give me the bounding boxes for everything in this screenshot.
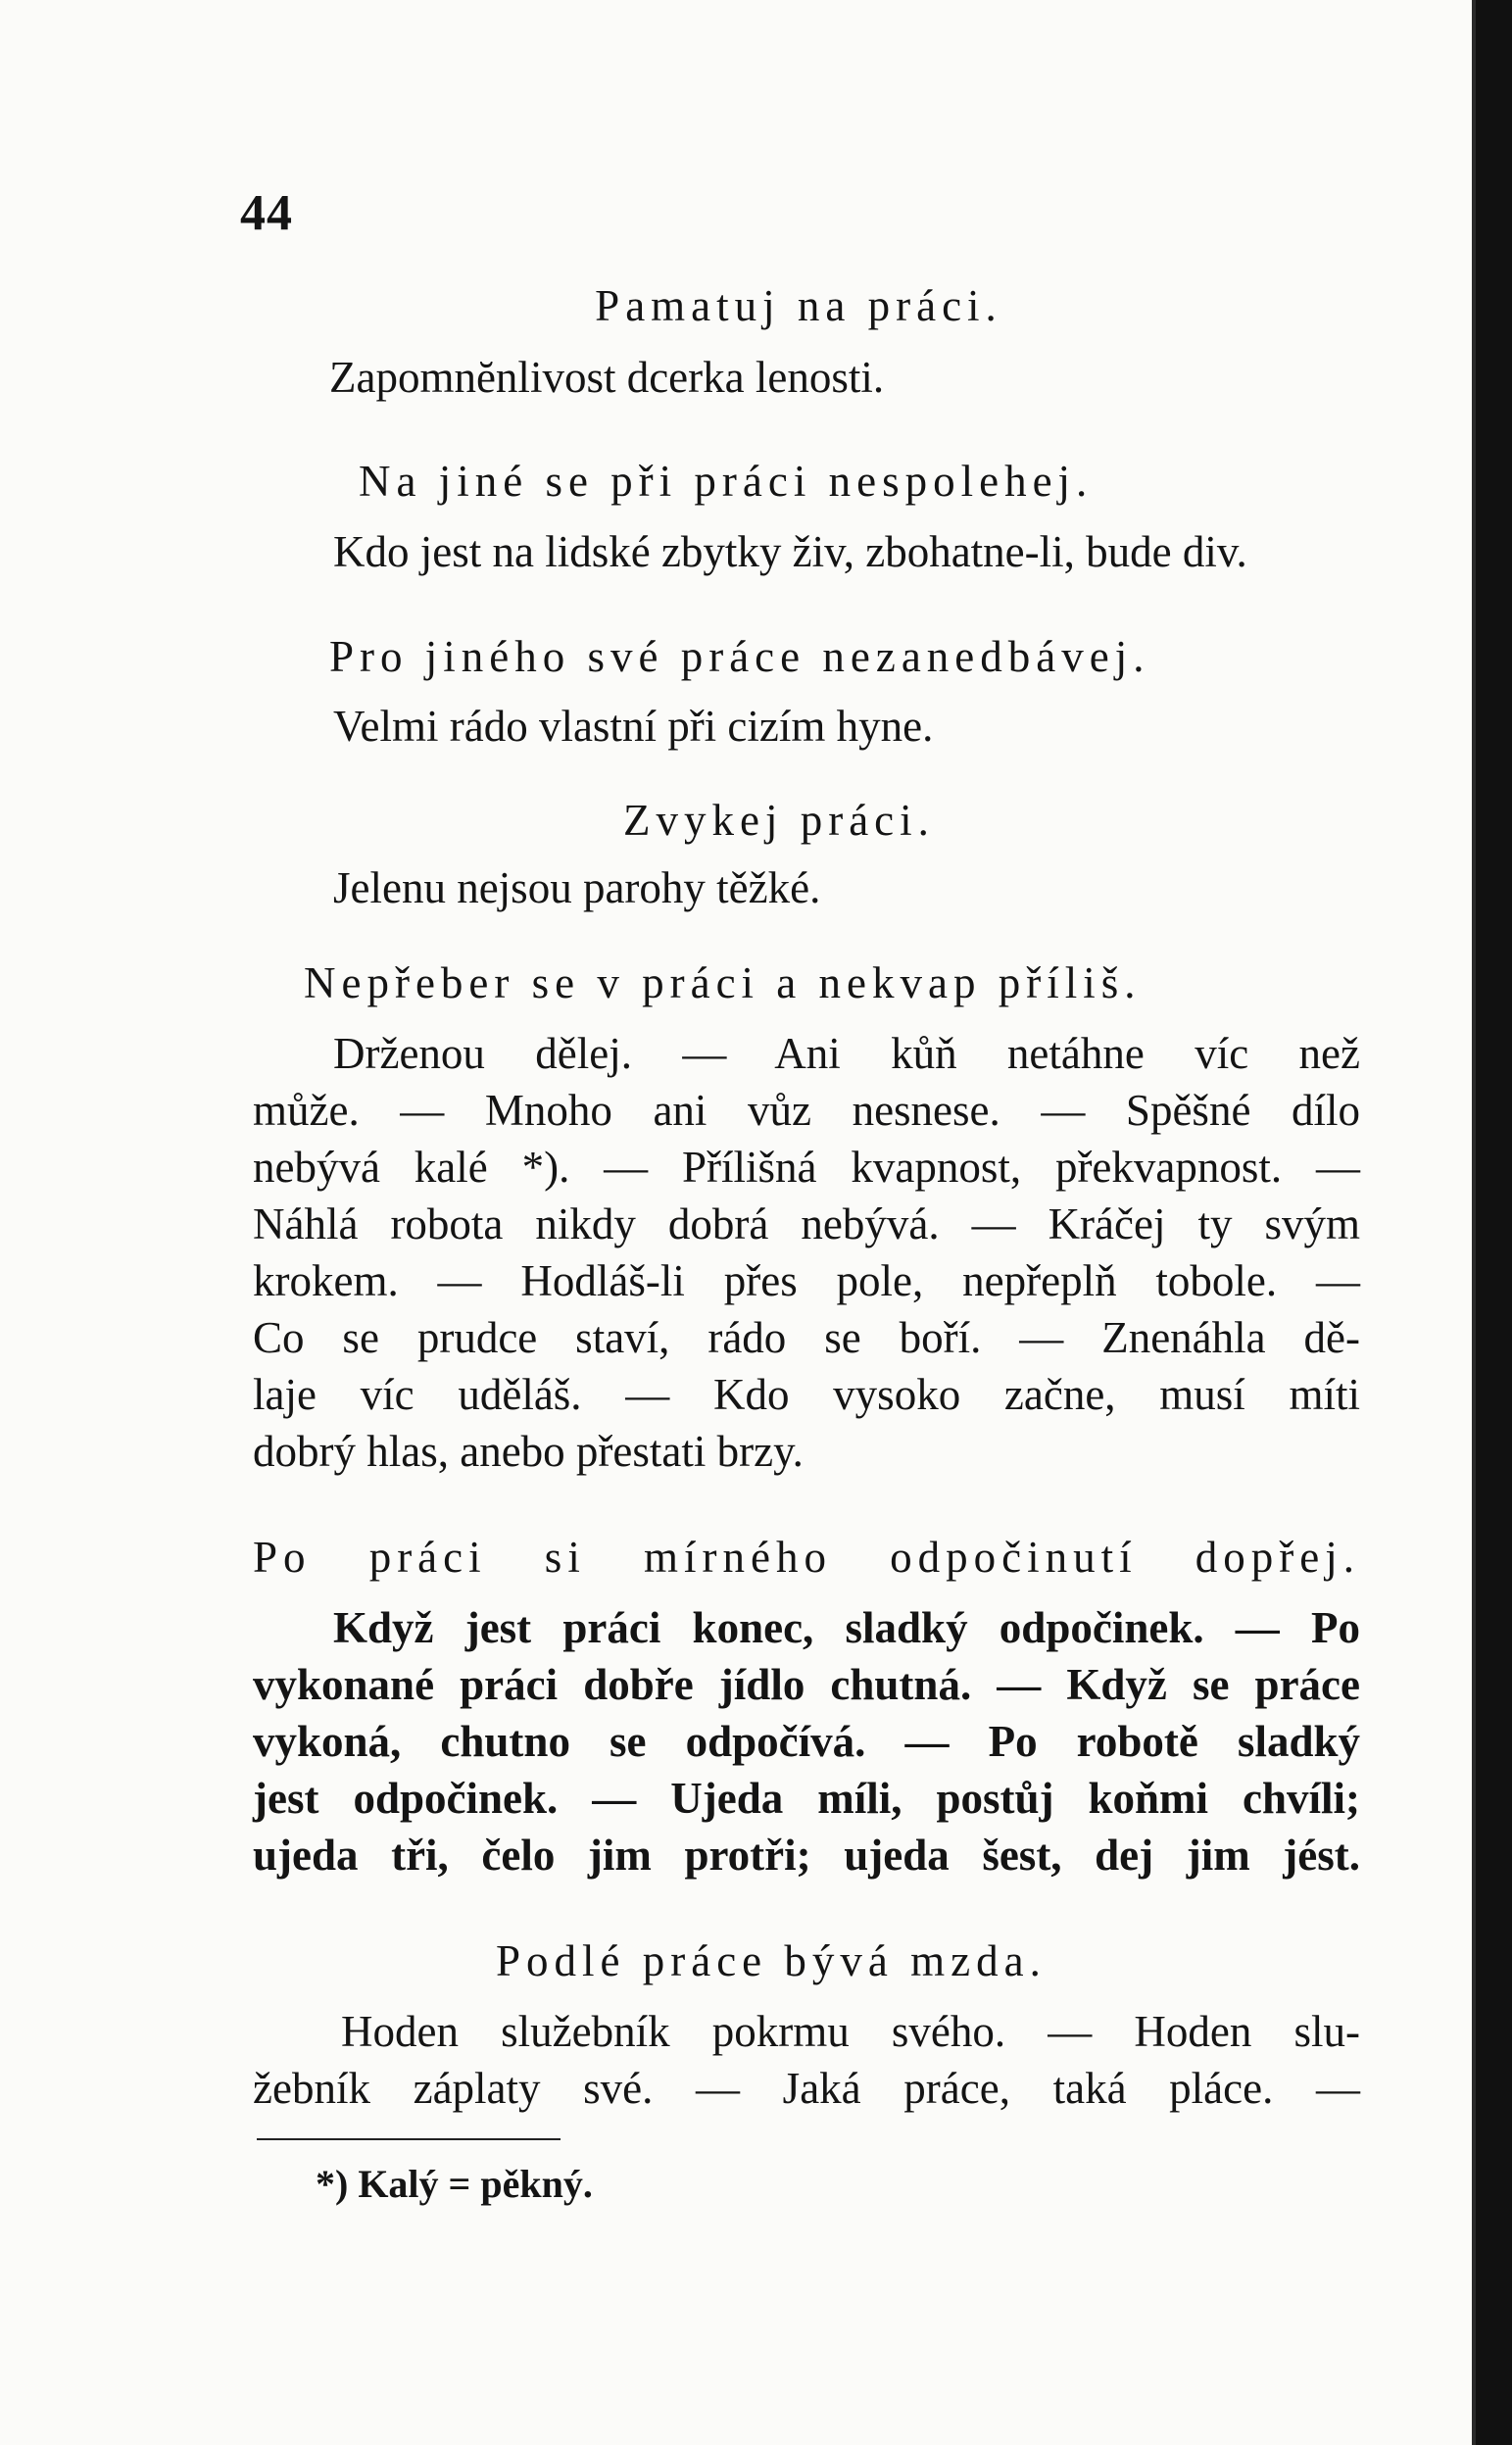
proverb-line: laje víc uděláš. — Kdo vysoko začne, musí míti [253, 1370, 1360, 1419]
proverb-line: dobrý hlas, anebo přestati brzy. [253, 1427, 804, 1476]
page-number: 44 [240, 185, 293, 241]
proverb-line: vykonané práci dobře jídlo chutná. — Když se práce [253, 1660, 1360, 1709]
proverb-line: Drženou dělej. — Ani kůň netáhne víc než [333, 1029, 1360, 1078]
section-heading: Nepřeber se v práci a nekvap příliš. [304, 958, 1142, 1007]
section-heading: Pamatuj na práci. [595, 281, 1002, 330]
proverb-line: Co se prudce staví, rádo se boří. — Znenáhla dě- [253, 1313, 1360, 1362]
proverb-line: Jelenu nejsou parohy těžké. [333, 863, 821, 912]
proverb-line: Když jest práci konec, sladký odpočinek. — Po [333, 1603, 1360, 1652]
proverb-line: Velmi rádo vlastní při cizím hyne. [333, 702, 934, 751]
section-heading: Zvykej práci. [623, 796, 935, 845]
footnote-rule [257, 2138, 561, 2140]
section-heading: Podlé práce bývá mzda. [496, 1936, 1047, 1985]
proverb-line: Hoden služebník pokrmu svého. — Hoden slu- [341, 2007, 1360, 2056]
proverb-line: Kdo jest na lidské zbytky živ, zbohatne-li, bude div. [333, 527, 1247, 576]
section-heading: Na jiné se při práci nespolehej. [359, 457, 1094, 506]
proverb-line: Náhlá robota nikdy dobrá nebývá. — Kráčej ty svým [253, 1199, 1360, 1248]
section-heading: Pro jiného své práce nezanedbávej. [329, 632, 1150, 681]
proverb-line: vykoná, chutno se odpočívá. — Po robotě sladký [253, 1717, 1360, 1766]
proverb-line: nebývá kalé *). — Přílišná kvapnost, překvapnost. — [253, 1143, 1360, 1192]
proverb-line: krokem. — Hodláš-li přes pole, nepřeplň tobole. — [253, 1256, 1360, 1305]
proverb-line: Zapomnĕnlivost dcerka lenosti. [329, 353, 885, 402]
proverb-line: ujeda tři, čelo jim protři; ujeda šest, dej jim jést. [253, 1831, 1360, 1880]
proverb-line: může. — Mnoho ani vůz nesnese. — Spěšné dílo [253, 1086, 1360, 1135]
section-heading: Po práci si mírného odpočinutí dopřej. [253, 1533, 1360, 1582]
footnote: *) Kalý = pěkný. [316, 2162, 593, 2206]
proverb-line: žebník záplaty své. — Jaká práce, taká pláce. — [253, 2064, 1360, 2113]
page-edge-shadow [1476, 0, 1512, 2445]
proverb-line: jest odpočinek. — Ujeda míli, postůj koňmi chvíli; [253, 1774, 1360, 1823]
